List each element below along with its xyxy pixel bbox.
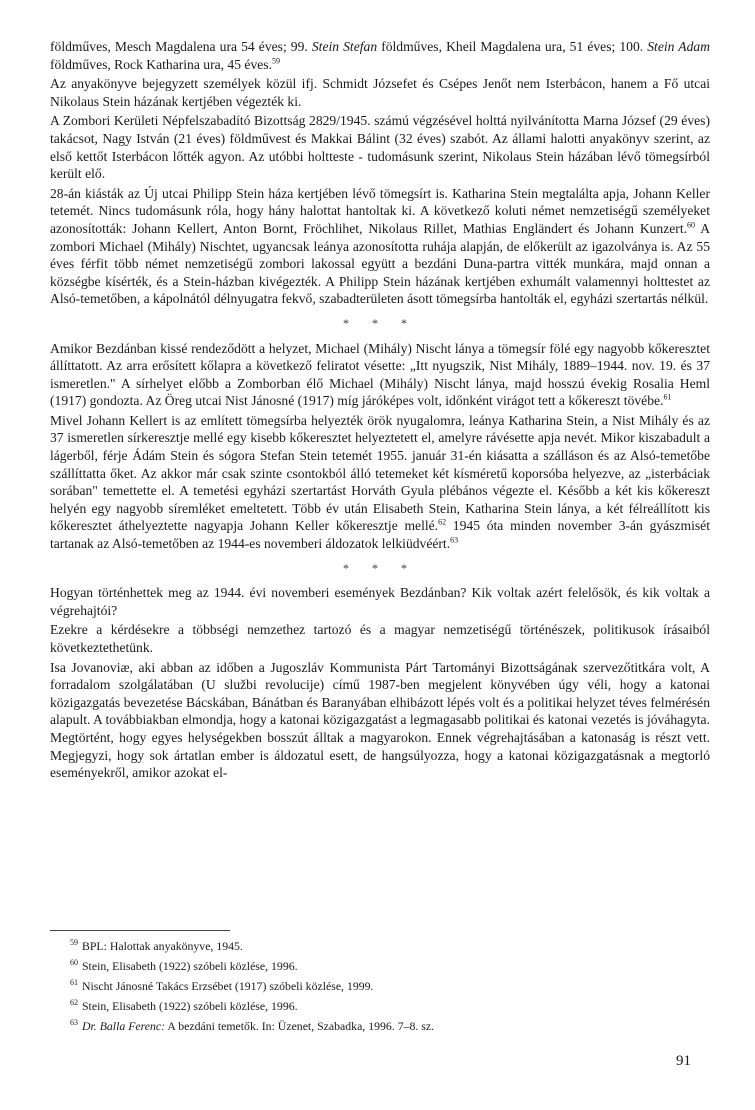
text-run: Ezekre a kérdésekre a többségi nemzethez tartozó és a magyar nemzetiségű történészek, politikusok írásaiból következtethetünk. (50, 622, 710, 655)
text-run: A Zombori Kerületi Népfelszabadító Bizottság 2829/1945. számú végzésével holttá nyilvánította Marna József (29 éves) takácsot, Nagy István (21 éves) földművest és Makkai Bálint (32 éves) szabót. Az állami halotti anyakönyv szerint, az első kettőt Isterbácon lőtték agyon. Az utóbbi holtteste - tudomásunk szerint, Nikolaus Stein házában lévő tömegsírból került elő. (50, 113, 710, 182)
footnote-ref: 60 (687, 220, 696, 230)
italic-name: Stein Adam (647, 39, 710, 54)
italic-name: Stein Stefan (311, 39, 378, 54)
paragraph-3 (50, 112, 710, 182)
text-run: földműves, Kheil Magdalena ura, 51 éves; 100. (377, 39, 648, 54)
paragraph-7 (50, 584, 710, 619)
footnote-divider (50, 930, 230, 931)
paragraph-9 (50, 659, 710, 782)
text-run: földműves, Rock Katharina ura, 45 éves. (50, 56, 272, 72)
paragraph-2 (50, 75, 710, 110)
main-text (50, 38, 710, 782)
paragraph-8 (50, 621, 710, 656)
text-run: Mivel Johann Kellert is az említett tömegsírba helyezték örök nyugalomra, leánya Katharina Stein, a Nist Mihály és az 37 ismeretlen sírkeresztje mellé egy kisebb kőkeresztet helyeztetett el, amelyre rávésette apja nevét. Mikor kiszabadult a lágerből, férje Ádám Stein és sógora Stefan Stein tetemét 1955. január 31-én kiásatta a szálláson és az Alsó-temetőbe szállíttatta őket. Az akkor már csak szinte csontokból álló tetemeket két kísméretű koporsóba helyezve, az „isterbáciak sorában" temettette el. A temetési egyházi szertartást Horváth Gyula plébános végezte el. Később a két kis kőkereszt helyén egy nagyobb síremléket emeltetett. Több év után Elisabeth Stein, Katharina Stein lánya, a két félreállított kis kőkeresztet áthelyeztette nagyapja Johann Keller kőkeresztje mellé. (50, 412, 710, 534)
paragraph-6 (50, 412, 710, 553)
section-separator: * * * (343, 315, 417, 330)
text-run: Isa Jovanoviæ, aki abban az időben a Jugoszláv Kommunista Párt Tartományi Bizottságának szervezőtitkára volt, A forradalom szolgálatában (U službi revolucije) című 1987-ben megjelent könyvében úgy véli, hogy a katonai közigazgatás bevezetése Bácskában, Bánátban és Baranyában elhibázott lépés volt és a politikai helyzet téves felmérésén alapult. A továbbiakban elmondja, hogy a katonai közigazgatást a legmagasabb politikai és katonai vezetés is jóváhagyta. Megtörtént, hogy egyes helységekben bosszút álltak a magyarokon. Ennek végrehajtásában a katonaság is részt vett. Megjegyzi, hogy sok ártatlan ember is áldozatul esett, de hangsúlyozza, hogy a katonai közigazgatásnak a megtorló eseményekről, amikor azokat el- (50, 659, 710, 781)
text-run: 1945 óta minden november 3-án gyászmisét tartanak az Alsó-temetőben az 1944-es novemberi áldozatok lelkiüdvéért. (50, 518, 710, 552)
text-run: Az anyakönyve bejegyzett személyek közül ifj. Schmidt Józsefet és Csépes Jenőt nem Isterbácon, hanem a Fő utcai Nikolaus Stein házának kertjében végezték ki. (50, 76, 710, 109)
paragraph-4 (50, 185, 710, 308)
text-run: 28-án kiásták az Új utcai Philipp Stein háza kertjében lévő tömegsírt is. Katharina Stein megtalálta apja, Johann Keller tetemét. Nincs tudomásunk róla, hogy hány halottat hantoltak ki. A következő koluti német nemzetiségű személyeket azonosították: Johann Kellert, Anton Bornt, Fröchlihet, Nikolaus Rillet, Mathias Engländert és Johann Kunzert. (50, 185, 710, 236)
footnote-ref: 63 (450, 535, 459, 545)
footnote-ref: 59 (271, 56, 280, 66)
text-run: Hogyan történhettek meg az 1944. évi novemberi események Bezdánban? Kik voltak azért felelősök, és kik voltak a végrehajtói? (50, 585, 710, 618)
footnote: $^{60}$ Stein, Elisabeth (1922) szóbeli közlése, 1996. (70, 958, 298, 973)
text-run: A zombori Michael (Mihály) Nischtet, ugyancsak leánya azonosította ruhája alapján, de előkerült az igazolványa is. Az 55 éves férfit több német nemzetiségű zombori lakossal együtt a bezdáni Duna-partra vitték munkára, majd onnan a községbe kísérték, és a Stein-házban kivégezték. A Philipp Stein házának kertjében exhumált valamennyi holttestet az Alsó-temetőben, a kápolnától délnyugatra fekvő, szabadterületen ásott tömegsírba hantolták el, egyházi szertartás nélkül. (50, 220, 711, 307)
page-number: 91 (676, 1053, 691, 1069)
footnote-author: Dr. Balla Ferenc: (82, 1019, 166, 1033)
section-separator: * * * (343, 560, 417, 575)
footnote: $^{61}$ Nischt Jánosné Takács Erzsébet (1917) szóbeli közlése, 1999. (70, 978, 374, 993)
text-run: Amikor Bezdánban kissé rendeződött a helyzet, Michael (Mihály) Nischt lánya a tömegsír fölé egy nagyobb kőkeresztet állíttatott. Az arra erősített kőlapra a következő feliratot vésette: „Itt nyugszik, Nist Mihály, 1889–1944. nov. 19. és 37 ismeretlen." A sírhelyet előbb a Zomborban élő Michael (Mihály) Nischt lánya, majd hosszú évekig Rosalia Heml (1917) gondozta. Az Öreg utcai Nist Jánosné (1917) míg járóképes volt, időnként virágot tett a kőkereszt tövébe. (50, 340, 710, 409)
footnote-ref: 62 (438, 517, 447, 527)
footnote: $^{59}$ BPL: Halottak anyakönyve, 1945. (70, 938, 243, 953)
paragraph-1 (50, 38, 710, 73)
paragraph-5 (50, 340, 710, 410)
footnote: $^{62}$ Stein, Elisabeth (1922) szóbeli közlése, 1996. (70, 998, 298, 1013)
text-run: földműves, Mesch Magdalena ura 54 éves; 99. (50, 39, 312, 54)
footnote: $^{63}$ Dr. Balla Ferenc: A bezdáni temetők. In: Üzenet, Szabadka, 1996. 7–8. sz. (70, 1018, 435, 1033)
footnotes (70, 936, 690, 1036)
footnote-ref: 61 (663, 392, 672, 402)
